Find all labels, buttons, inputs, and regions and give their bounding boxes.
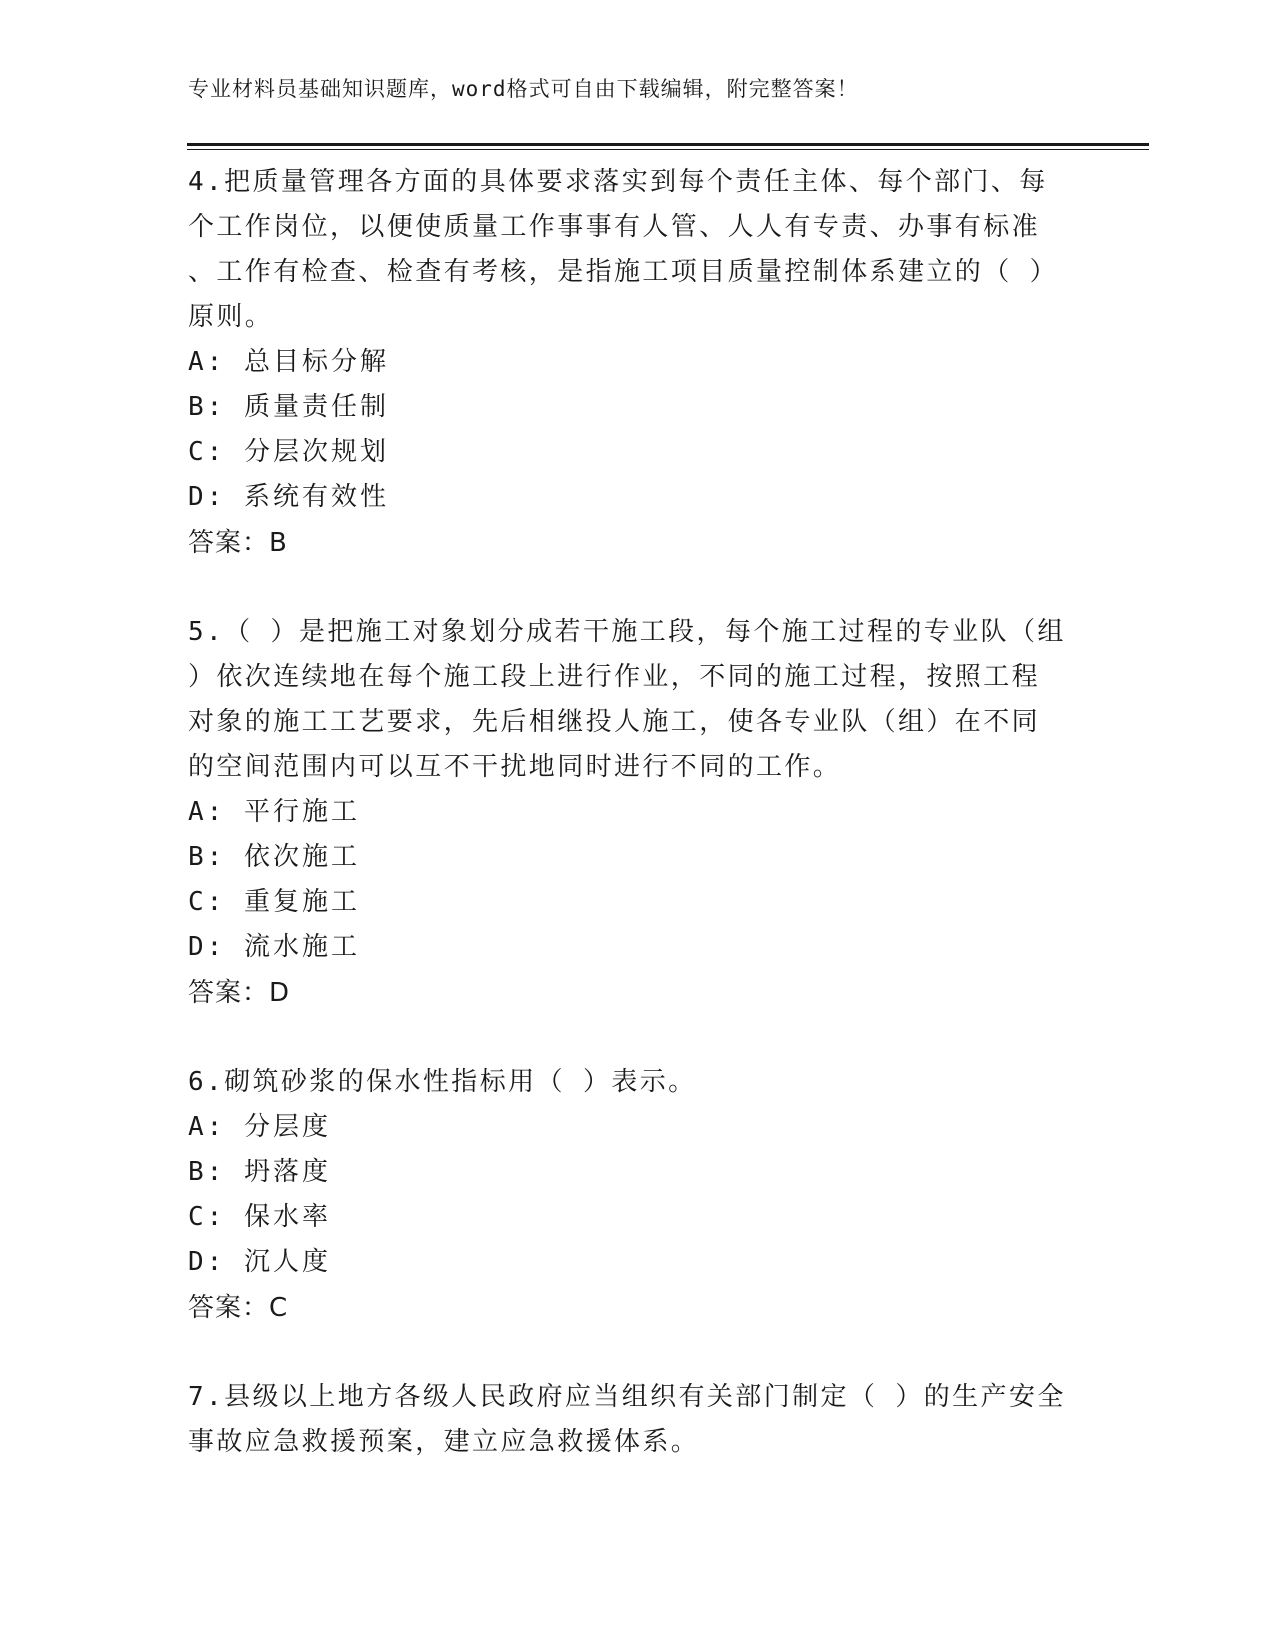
question-4 xyxy=(188,160,1088,566)
stem-line: 7.县级以上地方各级人民政府应当组织有关部门制定（ ）的生产安全 xyxy=(188,1382,1066,1412)
question-6 xyxy=(188,1060,1088,1331)
option-c: C: 保水率 xyxy=(188,1202,331,1232)
stem-line: ）依次连续地在每个施工段上进行作业，不同的施工过程，按照工程 xyxy=(188,662,1041,692)
stem-line: 原则。 xyxy=(188,302,274,332)
option-b: B: 坍落度 xyxy=(188,1157,331,1187)
stem-line: 4.把质量管理各方面的具体要求落实到每个责任主体、每个部门、每 xyxy=(188,167,1048,197)
stem-line: 事故应急救援预案，建立应急救援体系。 xyxy=(188,1427,700,1457)
question-7 xyxy=(188,1375,1088,1465)
option-c: C: 重复施工 xyxy=(188,887,360,917)
question-stem xyxy=(188,160,1088,340)
option-a: A: 分层度 xyxy=(188,1112,331,1142)
option-b: B: 依次施工 xyxy=(188,842,360,872)
option-a: A: 总目标分解 xyxy=(188,347,389,377)
question-stem xyxy=(188,1375,1088,1465)
option-d: D: 系统有效性 xyxy=(188,482,389,512)
stem-line: 个工作岗位，以便使质量工作事事有人管、人人有专责、办事有标准 xyxy=(188,212,1041,242)
option-d: D: 沉人度 xyxy=(188,1247,331,1277)
header-rule-thin xyxy=(187,149,1149,150)
option-d: D: 流水施工 xyxy=(188,932,360,962)
answer-line: 答案：D xyxy=(188,978,291,1008)
question-stem xyxy=(188,1060,1088,1105)
answer-line: 答案：B xyxy=(188,528,288,558)
stem-line: 5.（ ）是把施工对象划分成若干施工段，每个施工过程的专业队（组 xyxy=(188,617,1066,647)
option-c: C: 分层次规划 xyxy=(188,437,389,467)
page-header-text: 专业材料员基础知识题库，word格式可自由下载编辑，附完整答案！ xyxy=(188,77,859,101)
question-stem xyxy=(188,610,1088,790)
stem-line: 6.砌筑砂浆的保水性指标用（ ）表示。 xyxy=(188,1067,697,1097)
question-list xyxy=(188,160,1088,1509)
answer-line: 答案：C xyxy=(188,1293,289,1323)
header-rule-thick xyxy=(187,143,1149,146)
option-a: A: 平行施工 xyxy=(188,797,360,827)
question-5 xyxy=(188,610,1088,1016)
option-b: B: 质量责任制 xyxy=(188,392,389,422)
stem-line: 、工作有检查、检查有考核，是指施工项目质量控制体系建立的（ ） xyxy=(188,257,1059,287)
stem-line: 对象的施工工艺要求，先后相继投人施工，使各专业队（组）在不同 xyxy=(188,707,1041,737)
stem-line: 的空间范围内可以互不干扰地同时进行不同的工作。 xyxy=(188,752,842,782)
